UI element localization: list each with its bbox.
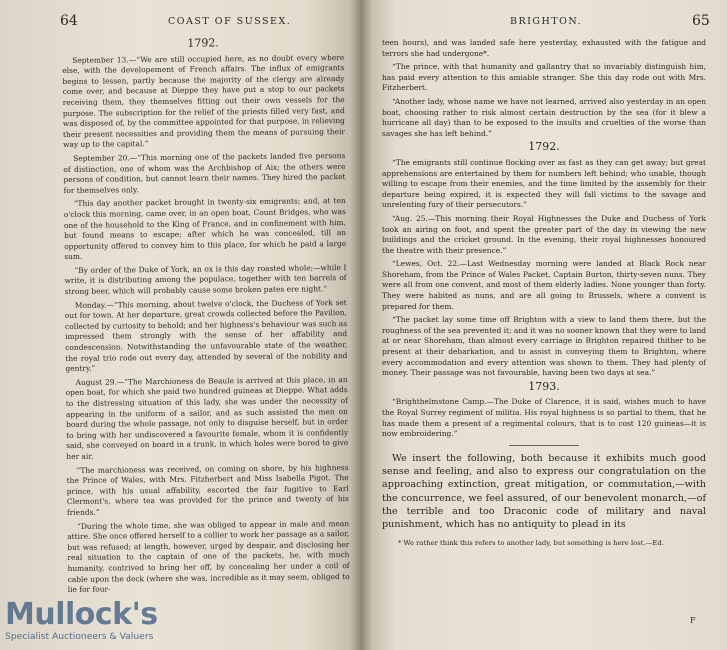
- right-running-header: BRIGHTON.: [510, 16, 583, 27]
- book-gutter: [350, 0, 372, 650]
- left-running-header: COAST OF SUSSEX.: [168, 16, 292, 27]
- large-type-paragraph: We insert the following, both because it exhibits much good sense and feeling, and also to express our congratulation on the approaching extinction, great mitigation, or commutation,—with the concurrence, we feel assured, of our benevolent monarch,—of the terrible and too Draconic code of military and naval punishment, which has no antiquity to plead in its: [382, 452, 706, 531]
- watermark-tagline: Specialist Auctioneers & Valuers: [5, 631, 154, 642]
- left-page-number: 64: [60, 13, 78, 29]
- right-paragraph: “The packet lay some time off Brighton with a view to land them there, but the roughness of the sea prevented it; and it was no sooner known that they were to land at or near Shoreham, than almost every carriage in Brighton repaired thither to be present at their debarkation, and to assist in conveying them to Brighton, where every accommodation and every attention was shown to them. They had plenty of money. Their passage was not favourable, having been two days at sea.”: [382, 315, 706, 378]
- watermark-name: Mullock's: [5, 597, 158, 632]
- right-paragraph: “The emigrants still continue flocking over as fast as they can get away; but great apprehensions are entertained by them for numbers left behind; who unable, though willing to escape from their enemies, and the time limited by the assembly for their departure being expired, it is expected they will fall victims to the savage and unrelenting fury of their persecutors.”: [382, 157, 706, 210]
- left-paragraph: “The marchioness was received, on coming on shore, by his highness the Prince of Wales, with Mrs. Fitzherbert and Miss Isabella Pigot. The prince, with his usual affability, escorted the fair fugitive to Earl Clermont's, where tea was provided for the prince and twenty of his friends.”: [66, 462, 349, 517]
- signature-mark: F: [690, 616, 696, 625]
- right-paragraph: “Brighthelmstone Camp.—The Duke of Clarence, it is said, wishes much to have the Royal Surrey regiment of militia. His royal highness is so partial to them, that he has made them a present of a regimental colours, that is to cost 120 guineas—it is now embroidering.”: [382, 397, 706, 439]
- auction-watermark: [5, 597, 158, 642]
- left-paragraph: “By order of the Duke of York, an ox is this day roasted whole;—while I write, it is distributing among the populace, together with ten barrels of strong beer, which will probably cause some broken pates ere night.”: [64, 262, 347, 297]
- left-paragraph: September 13.—“We are still occupied here, as no doubt every where else, with the developement of French affairs. The influx of emigrants begins to lessen, partly because the majority of the clergy are already come over, and because at Dieppe they have put a stop to our packets receiving them, they themselves fitting out their own vessels for the purpose. The subscription for the relief of the priests filled very fast, and was disposed of, by the committee appointed for that purpose, in relieving their present necessities and providing them the means of pursuing their way up to the capital.”: [62, 52, 346, 150]
- left-paragraph: “During the whole time, she was obliged to appear in male and mean attire. She once offered herself to a collier to work her passage as a sailor, but was refused; at length, however, urged by despair, and disclosing her real situation to the captain of one of the packets, he, with much humanity, contrived to bring her off, by concealing her under a coil of cable upon the deck (where she was, incredible as it may seem, obliged to lie for four-: [67, 518, 350, 595]
- right-page: [360, 0, 727, 650]
- right-year-heading-1793: 1793.: [528, 379, 560, 393]
- right-page-body: [382, 38, 706, 548]
- footnote: * We rather think this refers to another lady, but something is here lost.—Ed.: [398, 538, 664, 547]
- left-paragraph: August 29.—“The Marchioness de Beaule is arrived at this place, in an open boat, for which she paid two hundred guineas at Dieppe. What adds to the distressing situation of this lady, she was under the necessity of appearing in the uniform of a sailor, and as such assisted the men on board during the whole passage, not only to disguise herself, but in order to bring with her undiscovered a favourite female, whom it is confidently said, she conveyed on board in a trunk, in which holes were bored to give her air.: [65, 374, 349, 461]
- right-page-number: 65: [692, 13, 710, 29]
- section-divider: [509, 445, 579, 446]
- right-paragraph: teen hours), and was landed safe here yesterday, exhausted with the fatigue and terrors she had undergone*.: [382, 38, 706, 58]
- large-type-section: [382, 452, 706, 532]
- right-paragraph: “The prince, with that humanity and gallantry that so invariably distinguish him, has paid every attention to this amiable stranger. She this day rode out with Mrs. Fitzherbert.: [382, 62, 706, 93]
- left-paragraph: “This day another packet brought in twenty-six emigrants; and, at ten o'clock this morning, came over, in an open boat, Count Bridges, who was one of the household to the King of France, and in confinement with him, but found means to escape; after which he was concealed, till an opportunity offered to convey him to this place, for which he paid a large sum.: [63, 196, 347, 262]
- left-page: [0, 0, 360, 650]
- right-year-heading-1792: 1792.: [528, 140, 560, 154]
- left-year-heading: 1792.: [187, 36, 219, 50]
- right-paragraph: “Lewes, Oct. 22.—Last Wednesday morning were landed at Black Rock near Shoreham, from the Prince of Wales Packet, Captain Burton, thirty-seven nuns. They were all from one convent, and most of them elderly ladies. None younger than forty. They were habited as nuns, and are all going to Brussels, where a convent is prepared for them.: [382, 259, 706, 311]
- left-paragraph: September 20.—“This morning one of the packets landed five persons of distinction, one of whom was the Archbishop of Aix; the others were persons of condition, but cannot learn their names. They hired the packet for themselves only.: [63, 150, 346, 195]
- left-paragraph: Monday.—“This morning, about twelve o'clock, the Duchess of York set out for town. At her departure, great crowds collected before the Pavilion, collected by curiosity to behold; and her highness's behaviour was such as impressed them strongly with the sense of her affability and condescension. Notwithstanding the unfavourable state of the weather, the royal trio rode out every day, attended by several of the nobility and gentry.”: [64, 297, 348, 374]
- right-paragraph: “Another lady, whose name we have not learned, arrived also yesterday in an open boat, choosing rather to risk almost certain destruction by the sea (for it blew a hurricane all day) than to be exposed to the insults and cruelties of the worse than savages she has left behind.”: [382, 96, 706, 138]
- right-paragraph: “Aug. 25.—This morning their Royal Highnesses the Duke and Duchess of York took an airing on foot, and spent the greater part of the day in viewing the new buildings and the cricket ground. In the evening, their royal highnesses honoured the theatre with their presence.”: [382, 213, 706, 255]
- left-page-body: [62, 35, 350, 599]
